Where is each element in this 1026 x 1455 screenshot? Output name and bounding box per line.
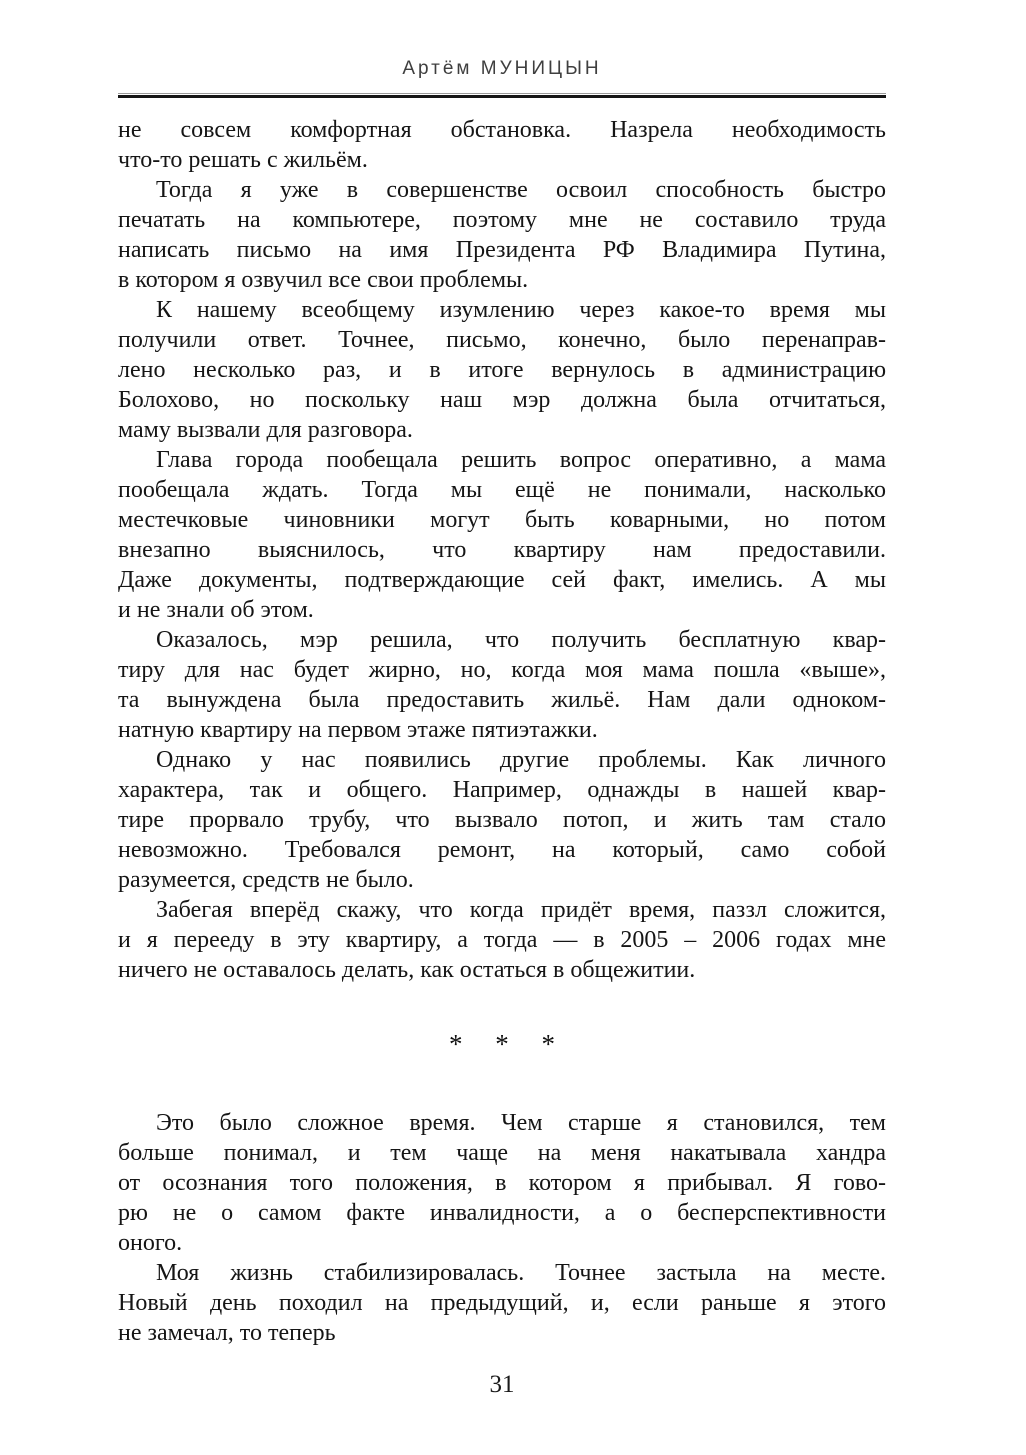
paragraph: [118, 445, 886, 625]
text-line: ничего не оставалось делать, как остаться в общежитии.: [118, 957, 696, 983]
text-line: не замечал, то теперь: [118, 1320, 336, 1346]
text-line: та вынуждена была предоставить жильё. Нам дали одноком-: [118, 687, 886, 713]
page-body: [118, 98, 886, 1348]
text-line: не совсем комфортная обстановка. Назрела необходимость: [118, 117, 886, 143]
paragraph: [118, 295, 886, 445]
header-rule-thin: [118, 93, 886, 94]
page-number: 31: [489, 1371, 515, 1398]
text-line: оного.: [118, 1230, 183, 1256]
text-section-before-break: [118, 115, 886, 985]
paragraph: [118, 625, 886, 745]
text-line: Оказалось, мэр решила, что получить бесплатную квар-: [156, 627, 886, 653]
paragraph: [118, 745, 886, 895]
paragraph: [118, 175, 886, 295]
text-line: от осознания того положения, в котором я прибывал. Я гово-: [118, 1170, 886, 1196]
text-line: Даже документы, подтверждающие сей факт, имелись. А мы: [118, 567, 886, 593]
text-line: Однако у нас появились другие проблемы. Как личного: [156, 747, 886, 773]
text-line: невозможно. Требовался ремонт, на который, само собой: [118, 837, 886, 863]
paragraph: [118, 115, 886, 175]
text-line: печатать на компьютере, поэтому мне не составило труда: [118, 207, 886, 233]
text-line: что-то решать с жильём.: [118, 147, 368, 173]
text-line: внезапно выяснилось, что квартиру нам предоставили.: [118, 537, 886, 563]
paragraph: [118, 1108, 886, 1258]
text-line: Болохово, но поскольку наш мэр должна была отчитаться,: [118, 387, 886, 413]
content-column: [118, 0, 886, 1400]
text-section-after-break: [118, 1108, 886, 1348]
text-line: натную квартиру на первом этаже пятиэтажки.: [118, 717, 598, 743]
text-line: в котором я озвучил все свои проблемы.: [118, 267, 529, 293]
paragraph: [118, 895, 886, 985]
text-line: пообещала ждать. Тогда мы ещё не понимали, насколько: [118, 477, 886, 503]
text-line: местечковые чиновники могут быть коварными, но потом: [118, 507, 886, 533]
header-author-name: Артём МУНИЦЫН: [402, 58, 602, 79]
text-line: тиру для нас будет жирно, но, когда моя мама пошла «выше»,: [118, 657, 886, 683]
text-line: лено несколько раз, и в итоге вернулось в администрацию: [118, 357, 886, 383]
text-line: Глава города пообещала решить вопрос оперативно, а мама: [156, 447, 886, 473]
text-line: К нашему всеобщему изумлению через какое-то время мы: [156, 297, 886, 323]
text-line: Новый день походил на предыдущий, и, если раньше я этого: [118, 1290, 886, 1316]
running-header: [118, 0, 886, 80]
section-break-asterisks: * * *: [449, 1029, 555, 1059]
text-line: характера, так и общего. Например, однажды в нашей квар-: [118, 777, 886, 803]
text-line: больше понимал, и тем чаще на меня накатывала хандра: [118, 1140, 886, 1166]
text-line: Моя жизнь стабилизировалась. Точнее застыла на месте.: [156, 1260, 886, 1286]
text-line: Забегая вперёд скажу, что когда придёт время, паззл сложится,: [156, 897, 886, 923]
text-line: разумеется, средств не было.: [118, 867, 414, 893]
text-line: Это было сложное время. Чем старше я становился, тем: [156, 1110, 886, 1136]
text-line: написать письмо на имя Президента РФ Владимира Путина,: [118, 237, 886, 263]
text-line: Тогда я уже в совершенстве освоил способность быстро: [156, 177, 886, 203]
text-line: получили ответ. Точнее, письмо, конечно, было перенаправ-: [118, 327, 886, 353]
text-line: тире прорвало трубу, что вызвало потоп, и жить там стало: [118, 807, 886, 833]
text-line: маму вызвали для разговора.: [118, 417, 413, 443]
text-line: и я перееду в эту квартиру, а тогда — в 2005 – 2006 годах мне: [118, 927, 886, 953]
paragraph: [118, 1258, 886, 1348]
text-line: и не знали об этом.: [118, 597, 314, 623]
text-line: рю не о самом факте инвалидности, а о бесперспективности: [118, 1200, 886, 1226]
